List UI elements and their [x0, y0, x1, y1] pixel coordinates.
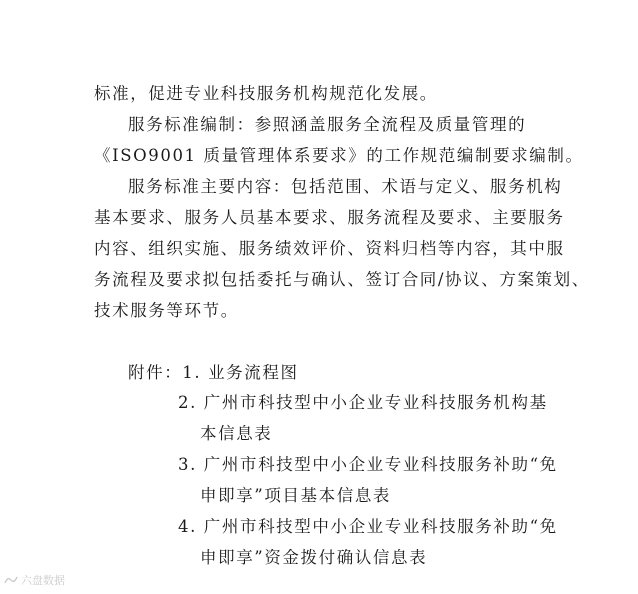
attachment-item: 3. 广州市科技型中小企业专业科技服务补助“免 [178, 455, 558, 474]
attachment-item-continuation: 申即享”项目基本信息表 [200, 486, 392, 505]
paragraph-line: 服务标准编制：参照涵盖服务全流程及质量管理的 [128, 115, 527, 134]
paragraph-line: 《ISO9001 质量管理体系要求》的工作规范编制要求编制。 [94, 146, 584, 165]
paragraph-line: 务流程及要求拟包括委托与确认、签订合同/协议、方案策划、 [94, 270, 590, 289]
paragraph-line: 内容、组织实施、服务绩效评价、资料归档等内容，其中服 [94, 239, 565, 258]
logo-icon [4, 575, 18, 585]
paragraph-line: 标准，促进专业科技服务机构规范化发展。 [94, 84, 438, 103]
attachment-item: 4. 广州市科技型中小企业专业科技服务补助“免 [178, 517, 558, 536]
attachment-item-continuation: 申即享”资金拨付确认信息表 [200, 548, 428, 567]
paragraph-line: 基本要求、服务人员基本要求、服务流程及要求、主要服务 [94, 208, 565, 227]
paragraph-line: 服务标准主要内容：包括范围、术语与定义、服务机构 [128, 177, 563, 196]
watermark [4, 572, 65, 588]
paragraph-line: 技术服务等环节。 [94, 301, 239, 320]
attachment-label: 附件：1. 业务流程图 [128, 363, 299, 382]
attachment-item: 2. 广州市科技型中小企业专业科技服务机构基 [178, 393, 548, 412]
attachment-item-continuation: 本信息表 [200, 424, 273, 443]
watermark-text: 六盘数据 [21, 574, 65, 587]
